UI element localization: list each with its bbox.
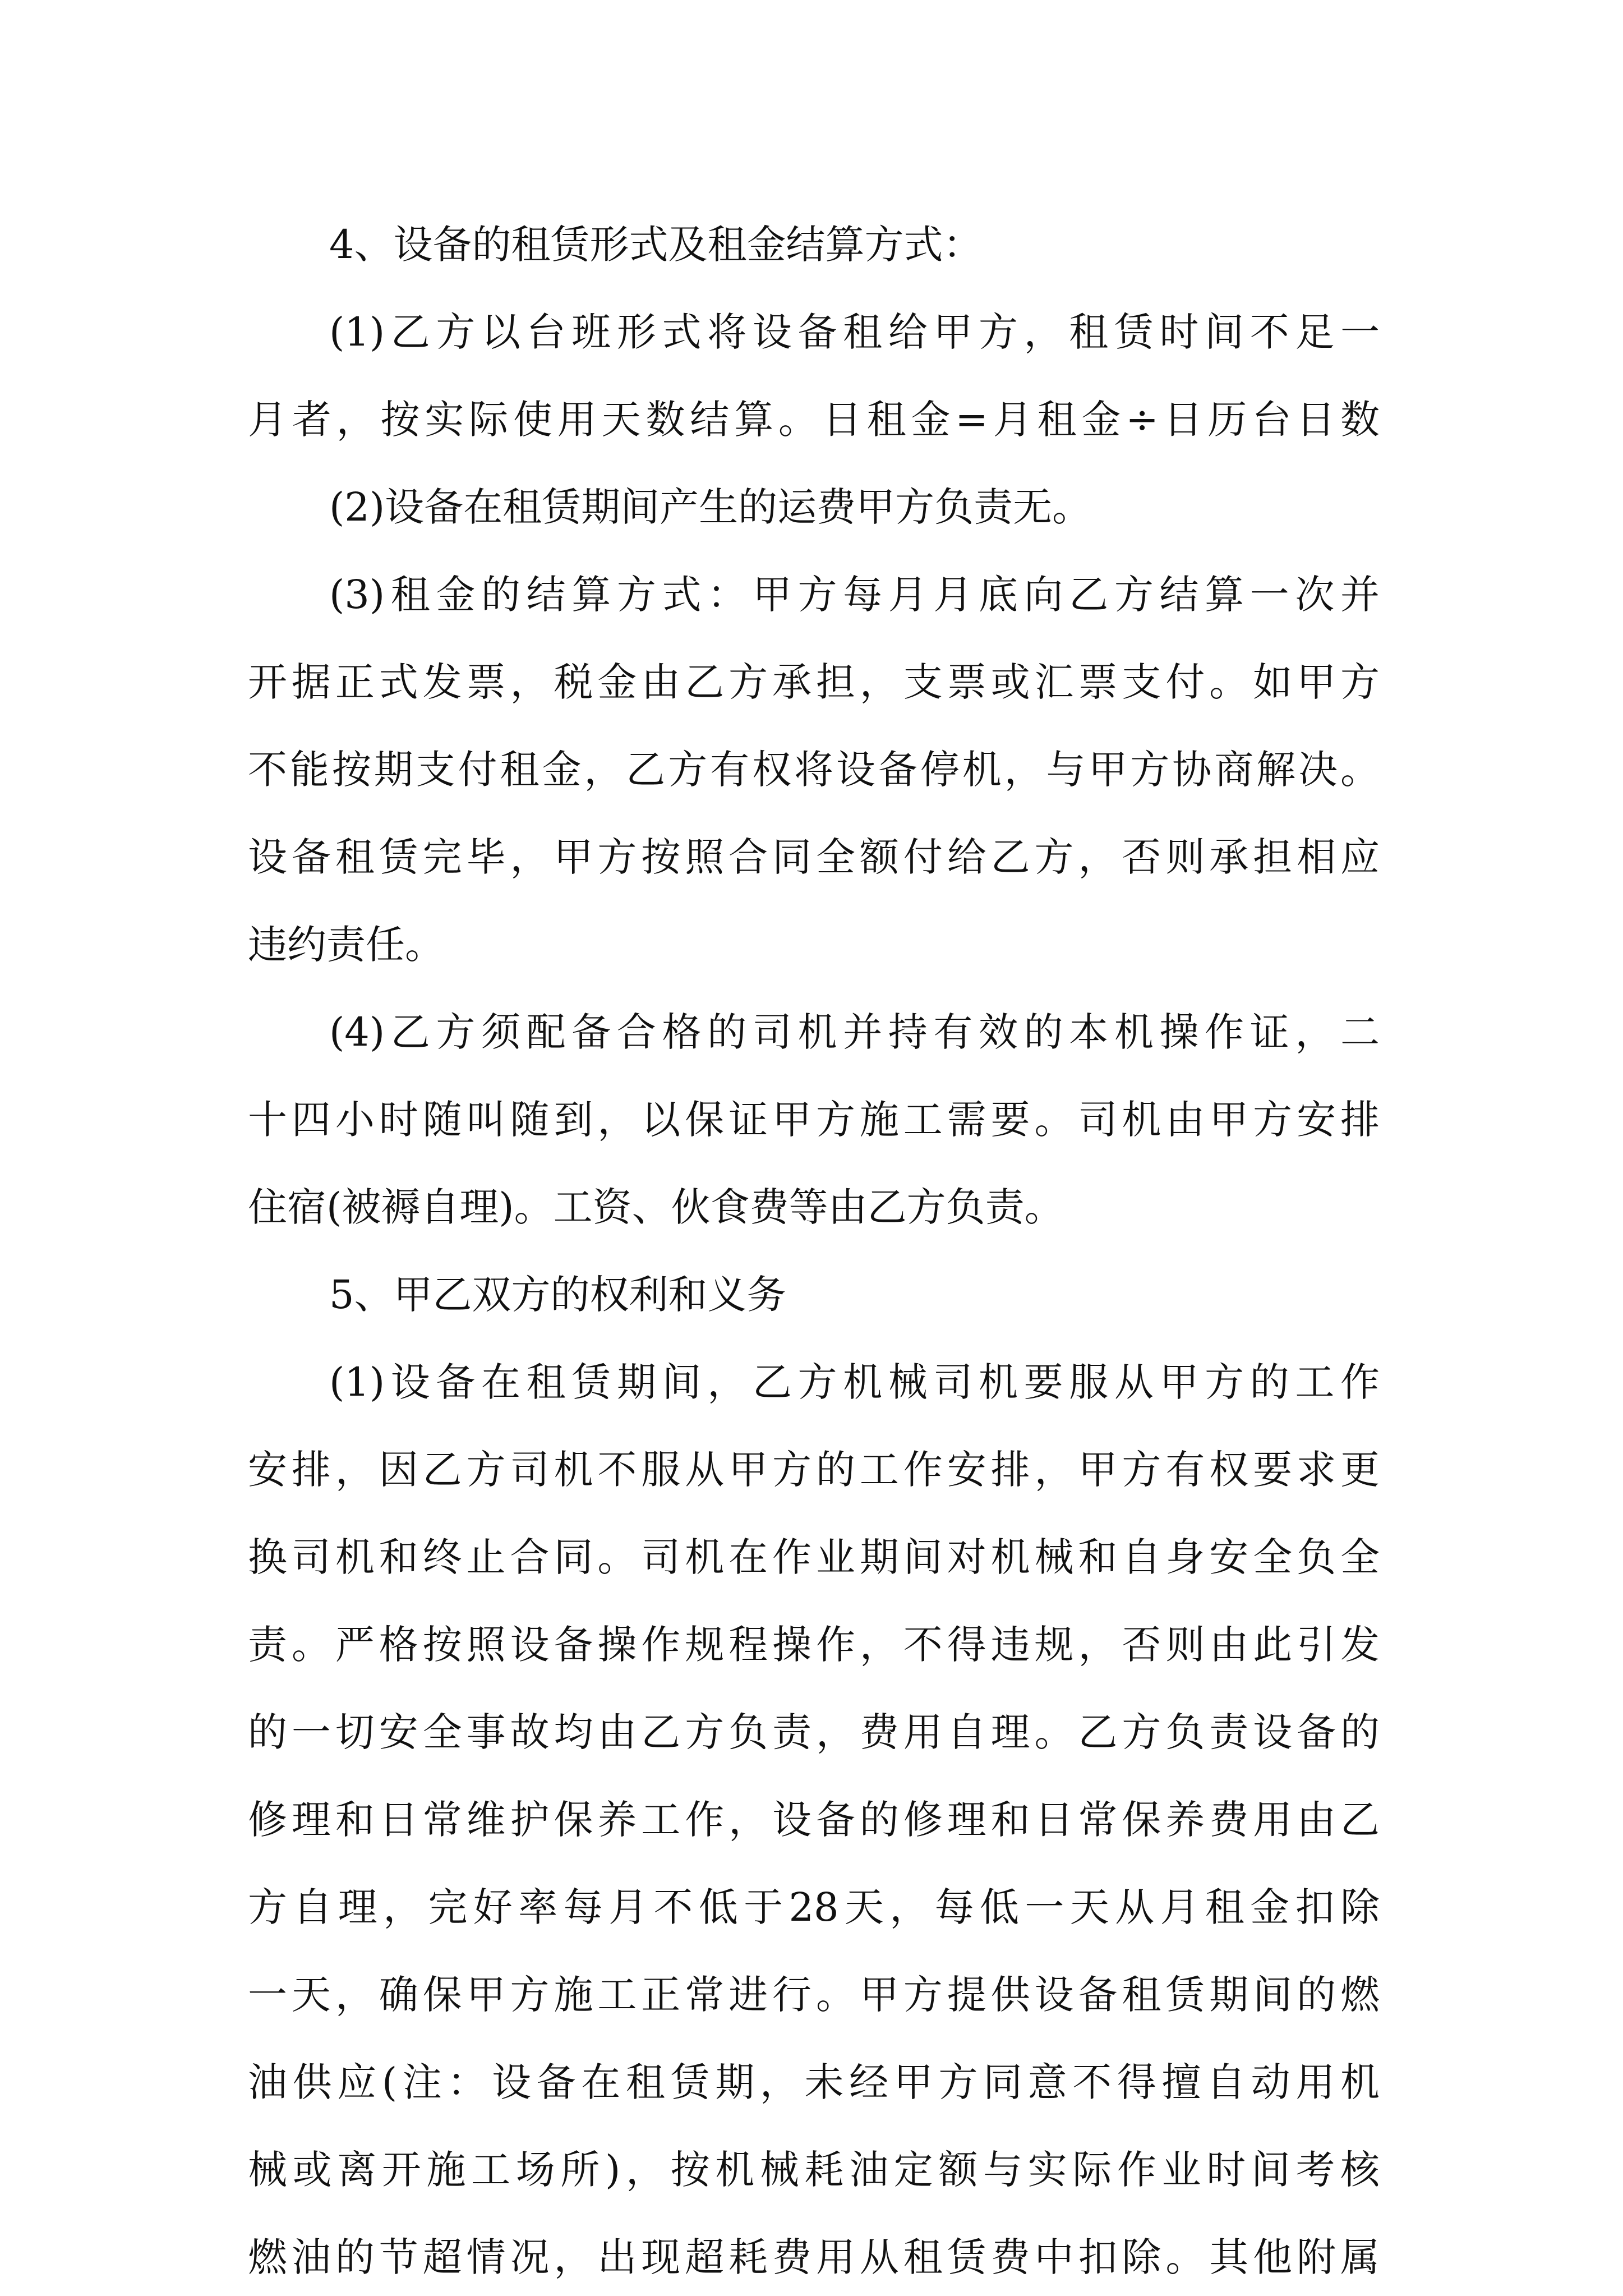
paragraph-line: 修理和日常维护保养工作，设备的修理和日常保养费用由乙 bbox=[248, 1797, 1380, 1843]
paragraph-line: 违约责任。 bbox=[248, 922, 444, 968]
paragraph-line: 设备租赁完毕，甲方按照合同全额付给乙方，否则承担相应 bbox=[248, 834, 1380, 880]
paragraph-line: 不能按期支付租金，乙方有权将设备停机，与甲方协商解决。 bbox=[248, 747, 1380, 793]
paragraph-line: 换司机和终止合同。司机在作业期间对机械和自身安全负全 bbox=[248, 1534, 1380, 1580]
paragraph-line: 油供应(注：设备在租赁期，未经甲方同意不得擅自动用机 bbox=[248, 2059, 1380, 2105]
paragraph-line: 燃油的节超情况，出现超耗费用从租赁费中扣除。其他附属 bbox=[248, 2234, 1380, 2280]
section-heading-rights-obligations: 5、甲乙双方的权利和义务 bbox=[329, 1272, 786, 1318]
paragraph-line: (2)设备在租赁期间产生的运费甲方负责无。 bbox=[329, 484, 1092, 530]
section-heading-rental-form: 4、设备的租赁形式及租金结算方式： bbox=[329, 222, 983, 268]
paragraph-line: 方自理，完好率每月不低于28天，每低一天从月租金扣除 bbox=[248, 1884, 1380, 1930]
paragraph-line: 开据正式发票，税金由乙方承担，支票或汇票支付。如甲方 bbox=[248, 659, 1380, 705]
paragraph-line: 一天，确保甲方施工正常进行。甲方提供设备租赁期间的燃 bbox=[248, 1972, 1380, 2018]
paragraph-line: 住宿(被褥自理)。工资、伙食费等由乙方负责。 bbox=[248, 1184, 1064, 1230]
paragraph-line: (1)乙方以台班形式将设备租给甲方，租赁时间不足一 bbox=[329, 309, 1380, 355]
paragraph-line: 责。严格按照设备操作规程操作，不得违规，否则由此引发 bbox=[248, 1622, 1380, 1668]
paragraph-line: (1)设备在租赁期间，乙方机械司机要服从甲方的工作 bbox=[329, 1359, 1380, 1405]
paragraph-line: (4)乙方须配备合格的司机并持有效的本机操作证，二 bbox=[329, 1009, 1380, 1055]
paragraph-line: 械或离开施工场所)，按机械耗油定额与实际作业时间考核 bbox=[248, 2147, 1380, 2193]
paragraph-line: 安排，因乙方司机不服从甲方的工作安排，甲方有权要求更 bbox=[248, 1447, 1380, 1493]
paragraph-line: (3)租金的结算方式：甲方每月月底向乙方结算一次并 bbox=[329, 572, 1380, 618]
paragraph-line: 的一切安全事故均由乙方负责，费用自理。乙方负责设备的 bbox=[248, 1709, 1380, 1755]
paragraph-line: 月者，按实际使用天数结算。日租金=月租金÷日历台日数 bbox=[248, 397, 1380, 443]
paragraph-line: 十四小时随叫随到，以保证甲方施工需要。司机由甲方安排 bbox=[248, 1097, 1380, 1143]
